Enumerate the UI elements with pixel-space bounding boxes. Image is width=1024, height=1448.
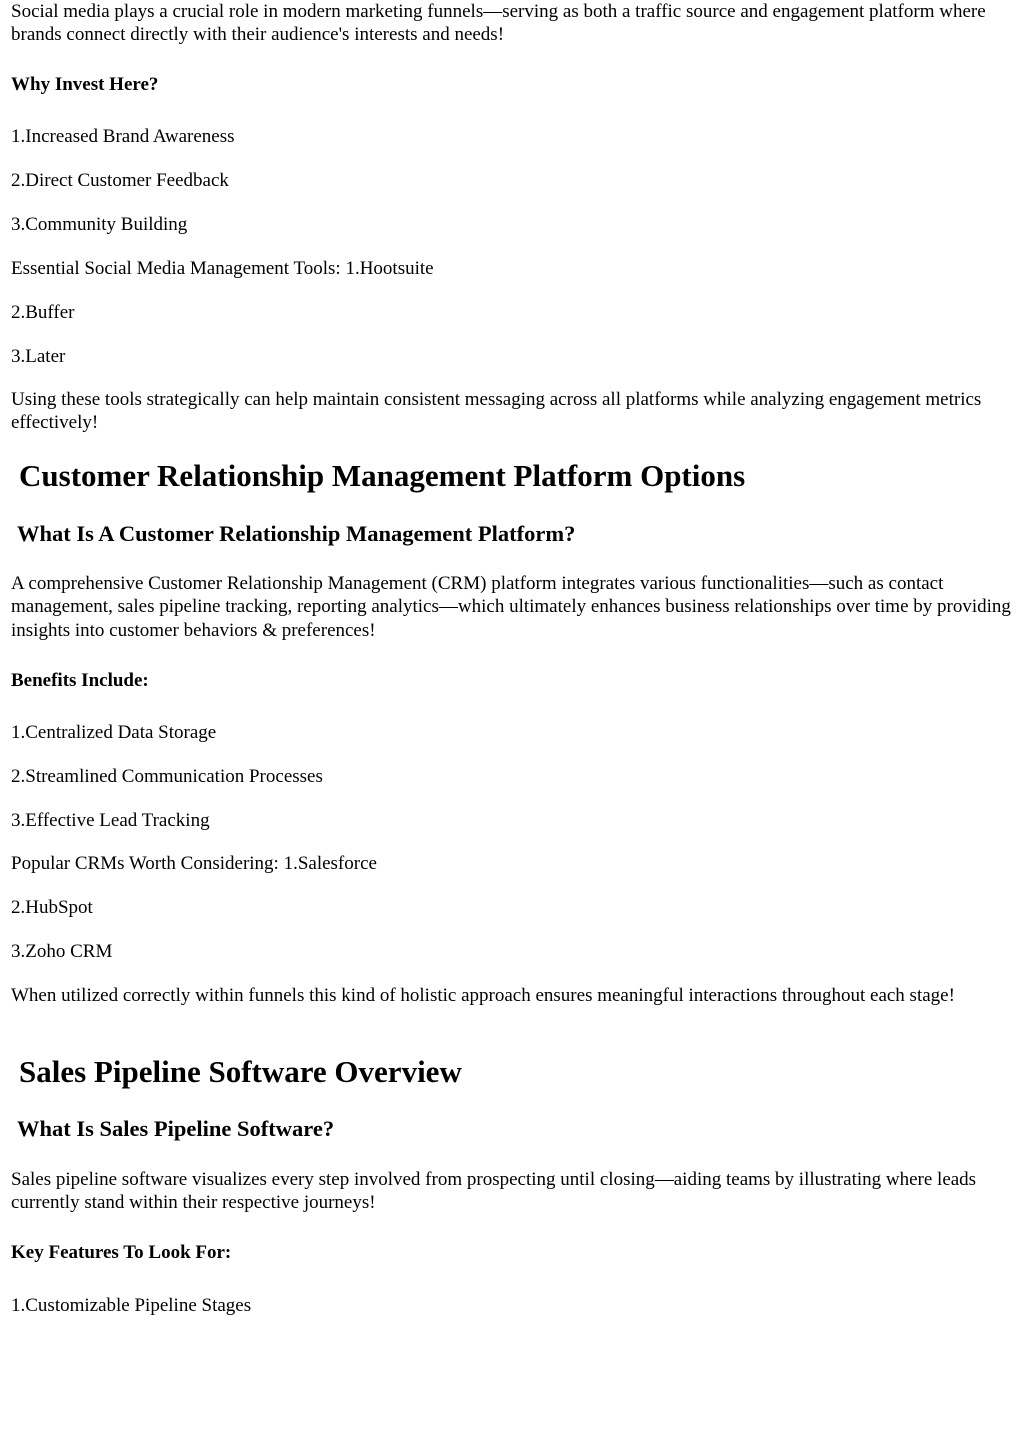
- benefits-heading: Benefits Include:: [11, 670, 149, 691]
- list-item: 3.Community Building: [11, 214, 188, 235]
- list-item: 1.Customizable Pipeline Stages: [11, 1295, 252, 1316]
- list-item: 1.Increased Brand Awareness: [11, 126, 235, 147]
- list-item: 3.Effective Lead Tracking: [11, 810, 210, 831]
- pipeline-section-title: Sales Pipeline Software Overview: [19, 1054, 462, 1089]
- crm-subtitle: What Is A Customer Relationship Management Platform?: [17, 521, 576, 546]
- list-item: 2.HubSpot: [11, 897, 93, 918]
- list-item: 2.Buffer: [11, 302, 75, 323]
- intro-paragraph: Social media plays a crucial role in modern marketing funnels—serving as both a traffic source and engagement platform where brands connect directly with their audience's interests and needs!: [11, 1, 986, 46]
- list-item: 3.Zoho CRM: [11, 941, 113, 962]
- why-invest-heading: Why Invest Here?: [11, 74, 159, 95]
- list-item: 1.Centralized Data Storage: [11, 722, 217, 743]
- crm-body-paragraph: A comprehensive Customer Relationship Management (CRM) platform integrates various functionalities—such as contact management, sales pipeline tracking, reporting analytics—which ultimately enhances business relationships over time by providing insights into customer behaviors & preferences!: [11, 573, 1011, 641]
- list-item: 2.Direct Customer Feedback: [11, 170, 229, 191]
- key-features-heading: Key Features To Look For:: [11, 1242, 232, 1263]
- popular-crms-intro: Popular CRMs Worth Considering: 1.Salesforce: [11, 853, 377, 874]
- list-item: 2.Streamlined Communication Processes: [11, 766, 323, 787]
- crm-closing-paragraph: When utilized correctly within funnels this kind of holistic approach ensures meaningful interactions throughout each stage!: [11, 985, 955, 1006]
- pipeline-body-paragraph: Sales pipeline software visualizes every step involved from prospecting until closing—aiding teams by illustrating where leads currently stand within their respective journeys!: [11, 1169, 977, 1214]
- list-item: 3.Later: [11, 346, 66, 367]
- social-closing-paragraph: Using these tools strategically can help maintain consistent messaging across all platforms while analyzing engagement metrics effectively!: [11, 389, 982, 434]
- crm-section-title: Customer Relationship Management Platform Options: [19, 458, 746, 493]
- tools-intro: Essential Social Media Management Tools: 1.Hootsuite: [11, 258, 434, 279]
- pipeline-subtitle: What Is Sales Pipeline Software?: [17, 1116, 335, 1141]
